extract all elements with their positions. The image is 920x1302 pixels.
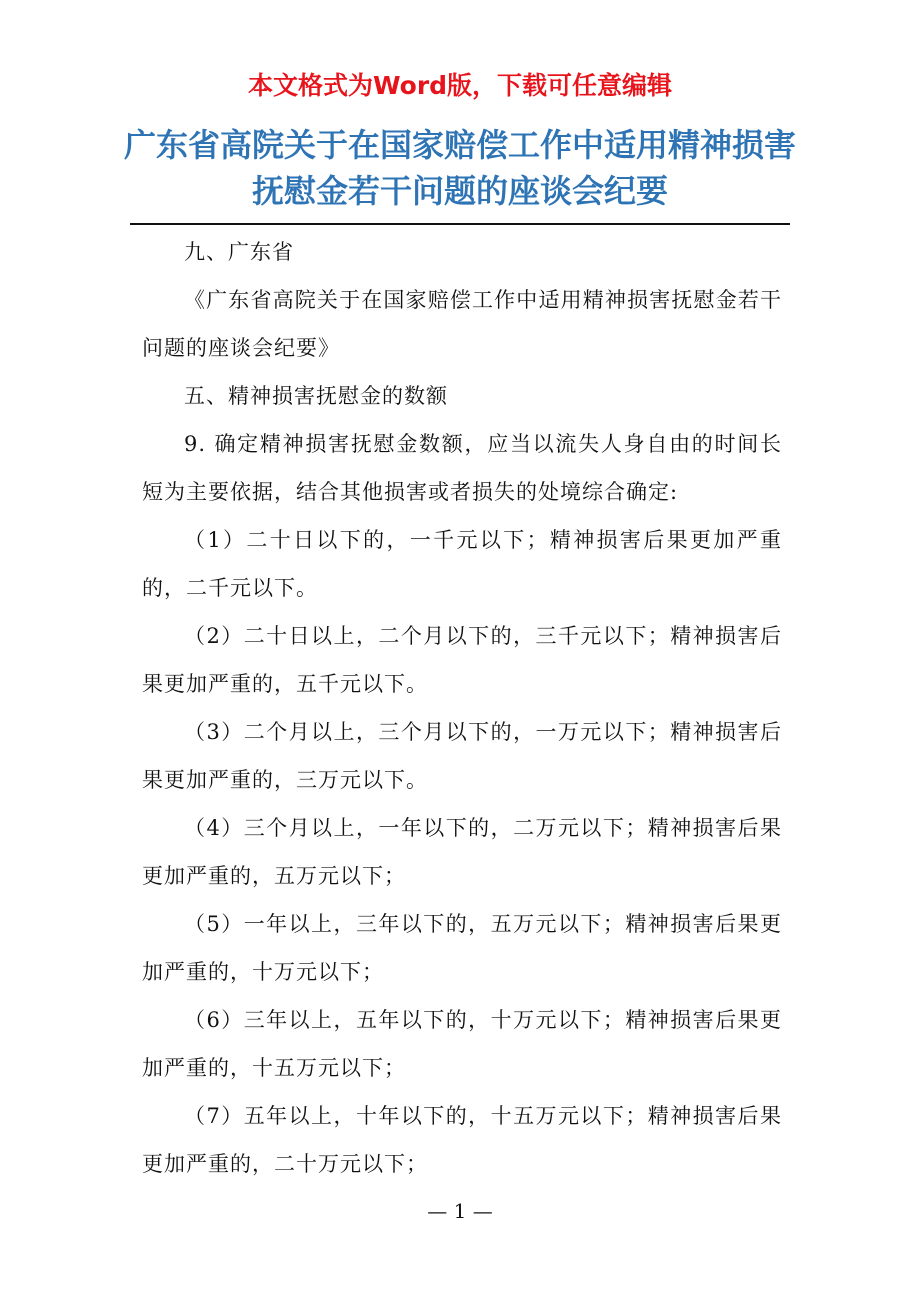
list-item: （4）三个月以上，一年以下的，二万元以下；精神损害后果更加严重的，五万元以下； (142, 816, 782, 888)
article-paragraph: 9. 确定精神损害抚慰金数额，应当以流失人身自由的时间长短为主要依据，结合其他损害或者损失的处境综合确定: (142, 432, 782, 504)
list-item: （7）五年以上，十年以下的，十五万元以下；精神损害后果更加严重的，二十万元以下； (142, 1104, 782, 1176)
document-title: 广东省高院关于在国家赔偿工作中适用精神损害抚慰金若干问题的座谈会纪要 (123, 126, 796, 210)
list-item: （2）二十日以上，二个月以下的，三千元以下；精神损害后果更加严重的，五千元以下。 (142, 624, 782, 696)
list-item: （3）二个月以上，三个月以下的，一万元以下；精神损害后果更加严重的，三万元以下。 (142, 720, 782, 792)
document-body (142, 228, 782, 1188)
title-divider (130, 223, 790, 225)
list-item: （5）一年以上，三年以下的，五万元以下；精神损害后果更加严重的，十万元以下； (142, 912, 782, 984)
cited-document-title: 《广东省高院关于在国家赔偿工作中适用精神损害抚慰金若干问题的座谈会纪要》 (142, 288, 782, 360)
list-item: （1）二十日以下的，一千元以下；精神损害后果更加严重的，二千元以下。 (142, 528, 782, 600)
page-number: — 1 — (427, 1199, 493, 1223)
section-heading: 九、广东省 (184, 240, 294, 264)
list-item: （6）三年以上，五年以下的，十万元以下；精神损害后果更加严重的，十五万元以下； (142, 1008, 782, 1080)
subsection-heading: 五、精神损害抚慰金的数额 (184, 384, 448, 408)
download-banner: 本文格式为Word版，下载可任意编辑 (247, 71, 673, 100)
